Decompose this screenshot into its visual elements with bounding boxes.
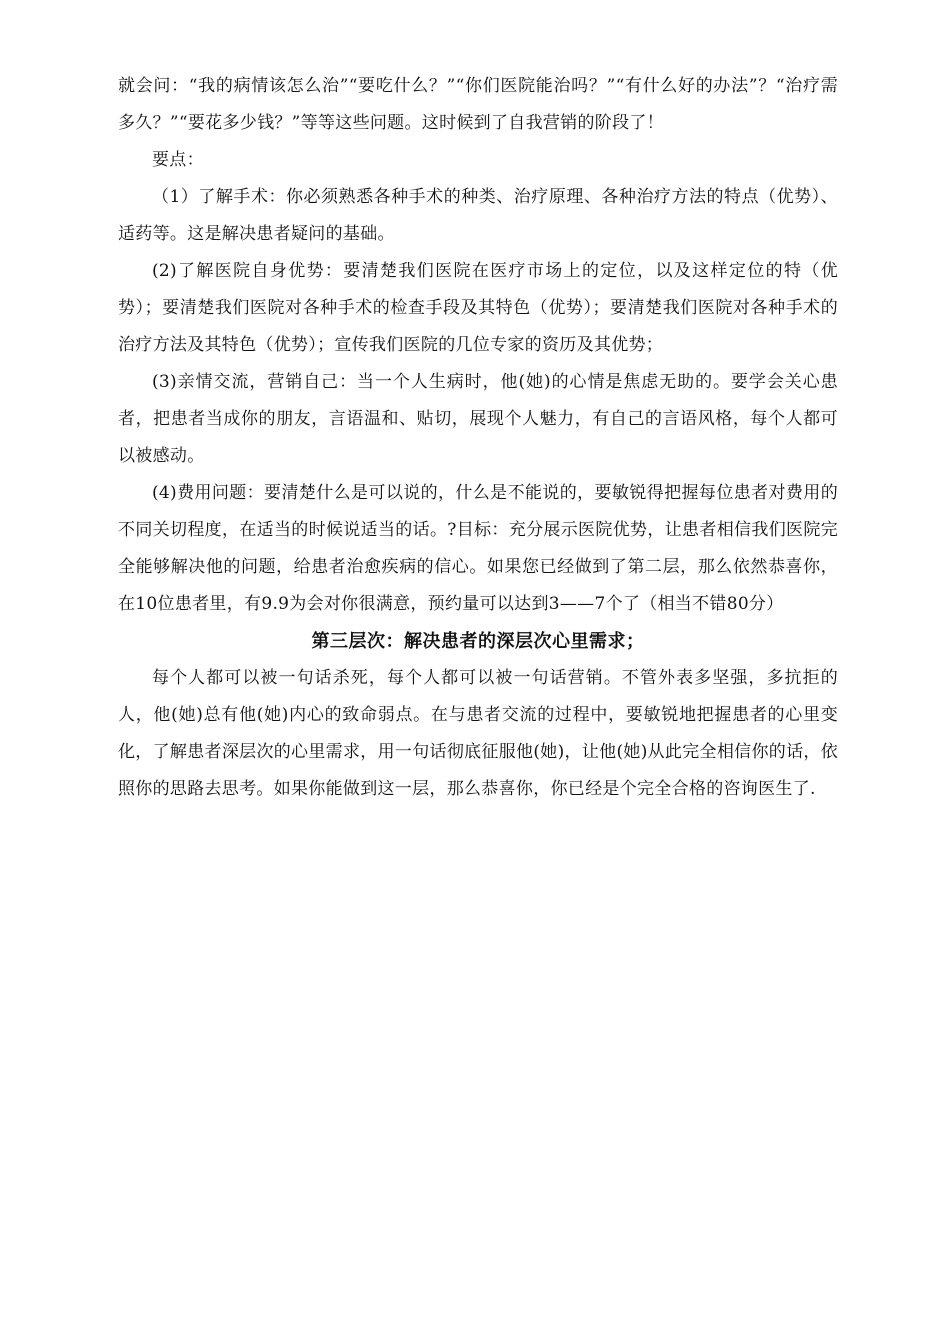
paragraph-continuation: 就会问：“我的病情该怎么治”“要吃什么？”“你们医院能治吗？”“有什么好的办法”？“治疗需多久？”“要花多少钱？”等等这些问题。这时候到了自我营销的阶段了！ xyxy=(118,76,838,133)
section-heading-level-three: 第三层次：解决患者的深层次心里需求； xyxy=(311,631,645,652)
document-body xyxy=(118,68,838,808)
point-4-cost-issues: (4)费用问题：要清楚什么是可以说的，什么是不能说的，要敏锐得把握每位患者对费用的不同关切程度，在适当的时候说适当的话。?目标：充分展示医院优势，让患者相信我们医院完全能够解决他的问题，给患者治愈疾病的信心。如果您已经做到了第二层，那么依然恭喜你，在10位患者里，有9.9为会对你很满意，预约量可以达到3——7个了（相当不错80分） xyxy=(118,483,838,614)
point-3-personal-communication: (3)亲情交流，营销自己：当一个人生病时，他(她)的心情是焦虑无助的。要学会关心患者，把患者当成你的朋友，言语温和、贴切，展现个人魅力，有自己的言语风格，每个人都可以被感动。 xyxy=(118,372,838,466)
point-2-hospital-advantages: (2)了解医院自身优势：要清楚我们医院在医疗市场上的定位，以及这样定位的特（优势）；要清楚我们医院对各种手术的检查手段及其特色（优势）；要清楚我们医院对各种手术的治疗方法及其特色（优势）；宣传我们医院的几位专家的资历及其优势； xyxy=(118,261,838,355)
paragraph-level-three: 每个人都可以被一句话杀死，每个人都可以被一句话营销。不管外表多坚强，多抗拒的人，他(她)总有他(她)内心的致命弱点。在与患者交流的过程中，要敏锐地把握患者的心里变化，了解患者深层次的心里需求，用一句话彻底征服他(她)，让他(她)从此完全相信你的话，依照你的思路去思考。如果你能做到这一层，那么恭喜你，你已经是个完全合格的咨询医生了. xyxy=(118,668,838,799)
point-1-surgery: （1）了解手术：你必须熟悉各种手术的种类、治疗原理、各种治疗方法的特点（优势）、适药等。这是解决患者疑问的基础。 xyxy=(118,187,838,244)
key-points-label: 要点： xyxy=(152,150,204,170)
